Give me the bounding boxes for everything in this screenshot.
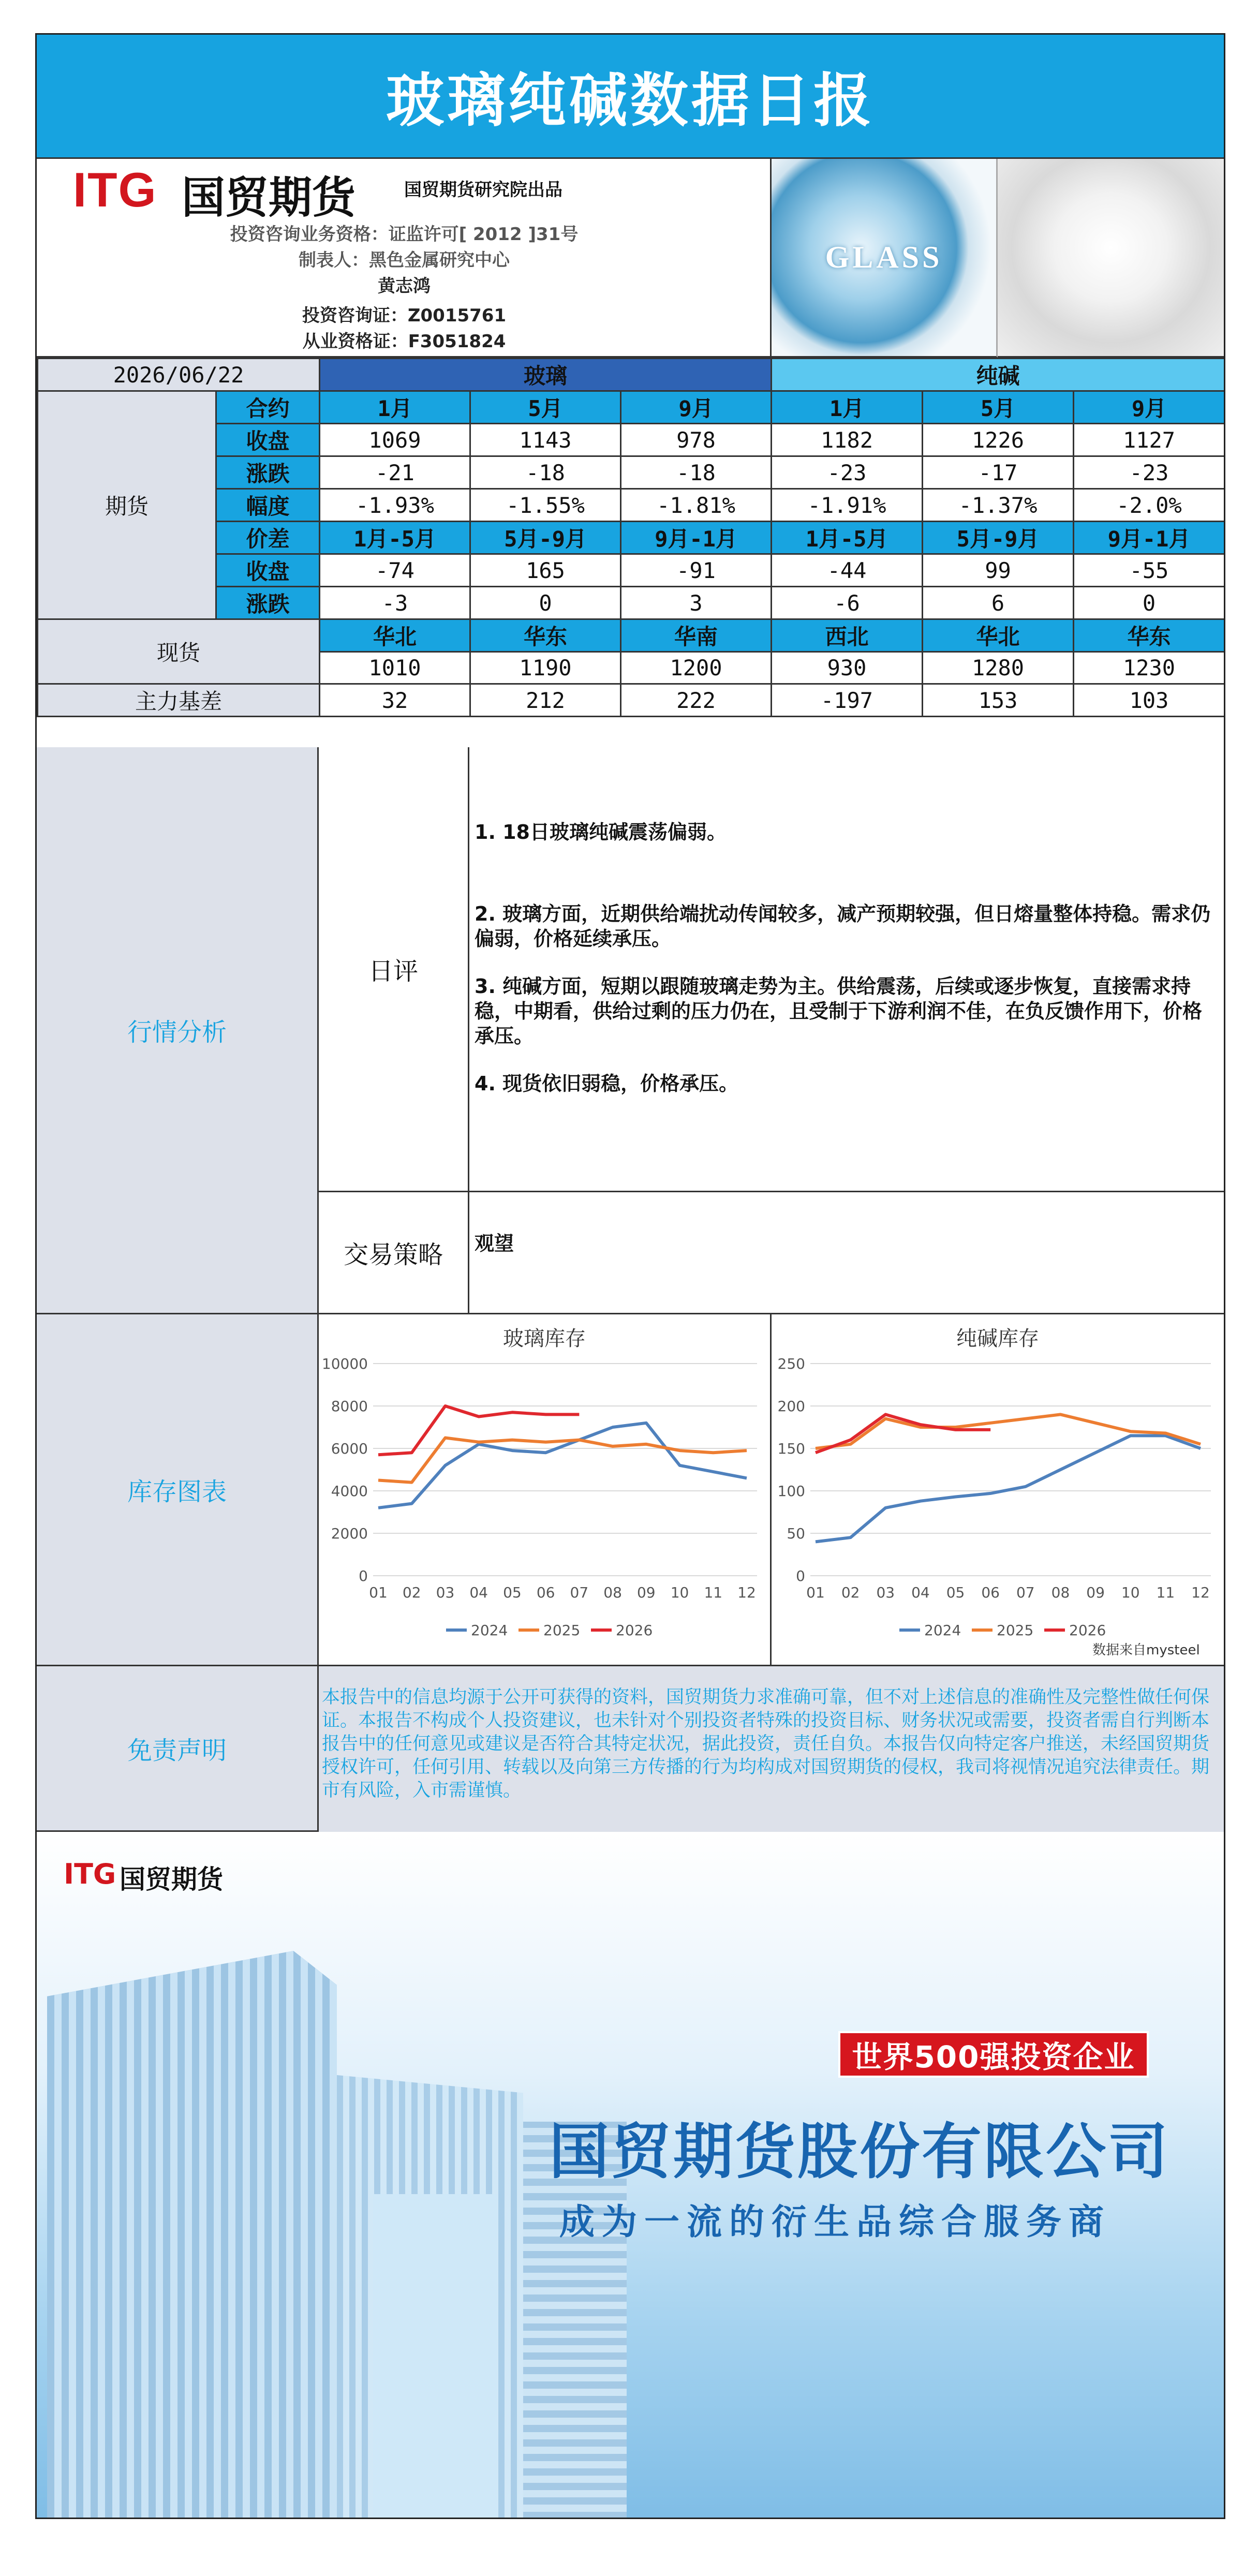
license-text: 投资咨询业务资格：证监许可[ 2012 ]31号 [230,224,579,245]
table-cell: 9月-1月 [1074,522,1225,554]
futures-label: 期货 [38,391,216,619]
chart-title: 玻璃库存 [503,1327,586,1351]
price-table [37,358,1225,717]
table-cell: -1.37% [923,489,1074,522]
x-tick-label: 03 [436,1584,455,1601]
comment-line-4: 4. 现货依旧弱稳，价格承压。 [475,1072,739,1095]
table-cell: 1月-5月 [772,522,923,554]
company-slogan: 成为一流的衍生品综合服务商 [559,2202,1112,2243]
y-tick-label: 2000 [331,1525,368,1542]
y-tick-label: 150 [777,1440,805,1457]
soda-chart-svg [772,1314,1224,1665]
table-cell: 978 [621,424,772,456]
table-cell: 1月 [772,391,923,424]
banner-logo-cn: 国贸期货 [120,1864,223,1894]
table-cell: -55 [1074,554,1225,587]
table-cell: -6 [772,587,923,619]
table-cell: 5月-9月 [923,522,1074,554]
inventory-charts-section [37,1314,1224,1666]
consult-cert: 投资咨询证：Z0015761 [302,305,507,326]
x-tick-label: 02 [402,1584,421,1601]
table-cell: -1.91% [772,489,923,522]
spot-value: 930 [772,652,923,684]
legend-label: 2024 [471,1622,508,1639]
basis-value: -197 [772,684,923,717]
institute-name: 国贸期货研究院出品 [404,180,562,200]
table-cell: -23 [772,456,923,489]
series-line-2026 [378,1406,579,1455]
x-tick-label: 04 [911,1584,930,1601]
table-row [38,554,1225,587]
legend-label: 2026 [616,1622,653,1639]
legend-label: 2026 [1069,1622,1106,1639]
table-cell: -23 [1074,456,1225,489]
basis-value: 222 [621,684,772,717]
x-tick-label: 09 [636,1584,656,1601]
table-cell: 1143 [470,424,621,456]
table-cell: -3 [320,587,470,619]
table-cell: 1月-5月 [320,522,470,554]
x-tick-label: 01 [369,1584,388,1601]
logo-cn: 国贸期货 [182,172,356,223]
basis-value: 153 [923,684,1074,717]
table-cell: 165 [470,554,621,587]
x-tick-label: 12 [1191,1584,1210,1601]
fortune500-badge: 世界500强投资企业 [838,2031,1149,2078]
row-label: 价差 [216,522,320,554]
x-tick-label: 06 [981,1584,1000,1601]
table-row [38,489,1225,522]
legend-label: 2024 [924,1622,961,1639]
x-tick-label: 07 [1016,1584,1035,1601]
x-tick-label: 09 [1086,1584,1105,1601]
table-cell: 0 [1074,587,1225,619]
table-cell: 5月 [470,391,621,424]
row-label: 涨跌 [216,587,320,619]
basis-value: 103 [1074,684,1225,717]
disclaimer-section [37,1666,1224,1832]
table-cell: -18 [621,456,772,489]
glass-inventory-chart [319,1314,772,1665]
soda-inventory-chart [772,1314,1224,1665]
author-name: 黄志鸿 [378,276,431,297]
y-tick-label: 0 [359,1567,368,1585]
table-cell: 1127 [1074,424,1225,456]
spot-region: 华北 [320,619,470,652]
spot-region: 华北 [923,619,1074,652]
table-cell: -44 [772,554,923,587]
table-cell: 1182 [772,424,923,456]
x-tick-label: 05 [946,1584,965,1601]
practice-cert: 从业资格证：F3051824 [302,331,506,352]
y-tick-label: 200 [777,1398,805,1415]
charts-label: 库存图表 [37,1314,319,1665]
spot-value: 1010 [320,652,470,684]
table-cell: -18 [470,456,621,489]
disclaimer-label: 免责声明 [37,1666,319,1830]
x-tick-label: 03 [876,1584,895,1601]
table-cell: 9月 [621,391,772,424]
strategy-text: 观望 [469,1192,1224,1314]
basis-value: 212 [470,684,621,717]
table-cell: -2.0% [1074,489,1225,522]
soda-ash-image [998,159,1224,358]
series-line-2026 [816,1414,990,1453]
y-tick-label: 250 [777,1355,805,1372]
disclaimer-text: 本报告中的信息均源于公开可获得的资料，国贸期货力求准确可靠，但不对上述信息的准确性及完整性做任何保证。本报告不构成个人投资建议，也未针对个别投资者特殊的投资目标、财务状况或需要，投资者需自行判断本报告中的任何意见或建议是否符合其特定状况，据此投资，责任自负。本报告仅向特定客户推送，未经国贸期货授权许可，任何引用、转载以及向第三方传播的行为均构成对国贸期货的侵权，我司将视情况追究法律责任。期市有风险，入市需谨慎。 [319,1666,1224,1832]
x-tick-label: 06 [536,1584,555,1601]
y-tick-label: 100 [777,1483,805,1500]
x-tick-label: 11 [704,1584,723,1601]
report-frame [35,33,1225,2519]
daily-comment [469,747,1224,1192]
x-tick-label: 10 [670,1584,689,1601]
table-cell: -91 [621,554,772,587]
table-cell: 9月 [1074,391,1225,424]
table-row [38,522,1225,554]
daily-comment-label: 日评 [319,747,469,1192]
series-line-2024 [816,1435,1201,1542]
itg-logo: ITG [73,162,157,217]
legend-label: 2025 [543,1622,581,1639]
basis-label: 主力基差 [38,684,320,717]
company-banner [37,1832,1224,2519]
table-cell: -1.55% [470,489,621,522]
comment-line-2: 2. 玻璃方面，近期供给端扰动传闻较多，减产预期较强，但日熔量整体持稳。需求仍偏弱，价格延续承压。 [475,902,1211,950]
x-tick-label: 04 [469,1584,488,1601]
spot-value: 1200 [621,652,772,684]
y-tick-label: 50 [787,1525,805,1542]
y-tick-label: 10000 [321,1355,368,1372]
building-image [47,1951,337,2519]
y-tick-label: 0 [796,1567,805,1585]
table-row [38,424,1225,456]
y-tick-label: 8000 [331,1398,368,1415]
row-label: 涨跌 [216,456,320,489]
table-row [38,456,1225,489]
y-tick-label: 6000 [331,1440,368,1457]
comment-line-1: 1. 18日玻璃纯碱震荡偏弱。 [475,821,727,843]
row-label: 合约 [216,391,320,424]
strategy-label: 交易策略 [319,1192,469,1314]
row-label: 幅度 [216,489,320,522]
spot-region: 华东 [1074,619,1225,652]
analysis-label: 行情分析 [37,747,319,1314]
table-row [38,684,1225,717]
x-tick-label: 11 [1156,1584,1175,1601]
table-cell: 5月-9月 [470,522,621,554]
series-line-2025 [816,1414,1201,1448]
table-cell: -21 [320,456,470,489]
table-cell: 1069 [320,424,470,456]
table-cell: 1月 [320,391,470,424]
spot-value: 1190 [470,652,621,684]
table-cell: -17 [923,456,1074,489]
table-row [38,391,1225,424]
soda-header: 纯碱 [772,359,1225,391]
glass-chart-svg [319,1314,770,1665]
banner-itg-logo: ITG [64,1858,116,1890]
x-tick-label: 07 [570,1584,589,1601]
table-cell: 5月 [923,391,1074,424]
glass-image-text: GLASS [825,240,943,274]
table-cell: 99 [923,554,1074,587]
table-cell: 6 [923,587,1074,619]
spot-value: 1280 [923,652,1074,684]
table-cell: 0 [470,587,621,619]
series-line-2024 [378,1423,747,1508]
table-cell: 9月-1月 [621,522,772,554]
table-row [38,587,1225,619]
spot-region: 华南 [621,619,772,652]
company-name: 国贸期货股份有限公司 [549,2117,1170,2187]
maker-text: 制表人：黑色金属研究中心 [299,250,510,271]
x-tick-label: 08 [603,1584,622,1601]
x-tick-label: 10 [1121,1584,1140,1601]
x-tick-label: 12 [737,1584,756,1601]
spot-region: 西北 [772,619,923,652]
series-line-2025 [378,1438,747,1483]
glass-ball-image [772,159,998,358]
table-cell: -1.81% [621,489,772,522]
spot-label: 现货 [38,619,320,684]
x-tick-label: 02 [841,1584,860,1601]
analysis-section [37,747,1224,1314]
spot-value: 1230 [1074,652,1225,684]
basis-value: 32 [320,684,470,717]
legend-label: 2025 [997,1622,1034,1639]
chart-title: 纯碱库存 [956,1327,1039,1351]
row-label: 收盘 [216,554,320,587]
header-info [37,159,772,358]
y-tick-label: 4000 [331,1483,368,1500]
data-source-note: 数据来自mysteel [1092,1642,1200,1658]
table-cell: 3 [621,587,772,619]
report-date: 2026/06/22 [38,359,320,391]
building-gate [373,2194,497,2519]
report-title: 玻璃纯碱数据日报 [37,35,1224,159]
table-cell: 1226 [923,424,1074,456]
table-cell: -74 [320,554,470,587]
comment-line-3: 3. 纯碱方面，短期以跟随玻璃走势为主。供给震荡，后续或逐步恢复，直接需求持稳，中期看，供给过剩的压力仍在，且受制于下游利润不佳，在负反馈作用下，价格承压。 [475,975,1203,1047]
table-cell: -1.93% [320,489,470,522]
x-tick-label: 01 [806,1584,825,1601]
glass-header: 玻璃 [320,359,772,391]
x-tick-label: 08 [1051,1584,1070,1601]
table-row [38,619,1225,652]
row-label: 收盘 [216,424,320,456]
spot-region: 华东 [470,619,621,652]
x-tick-label: 05 [503,1584,522,1601]
